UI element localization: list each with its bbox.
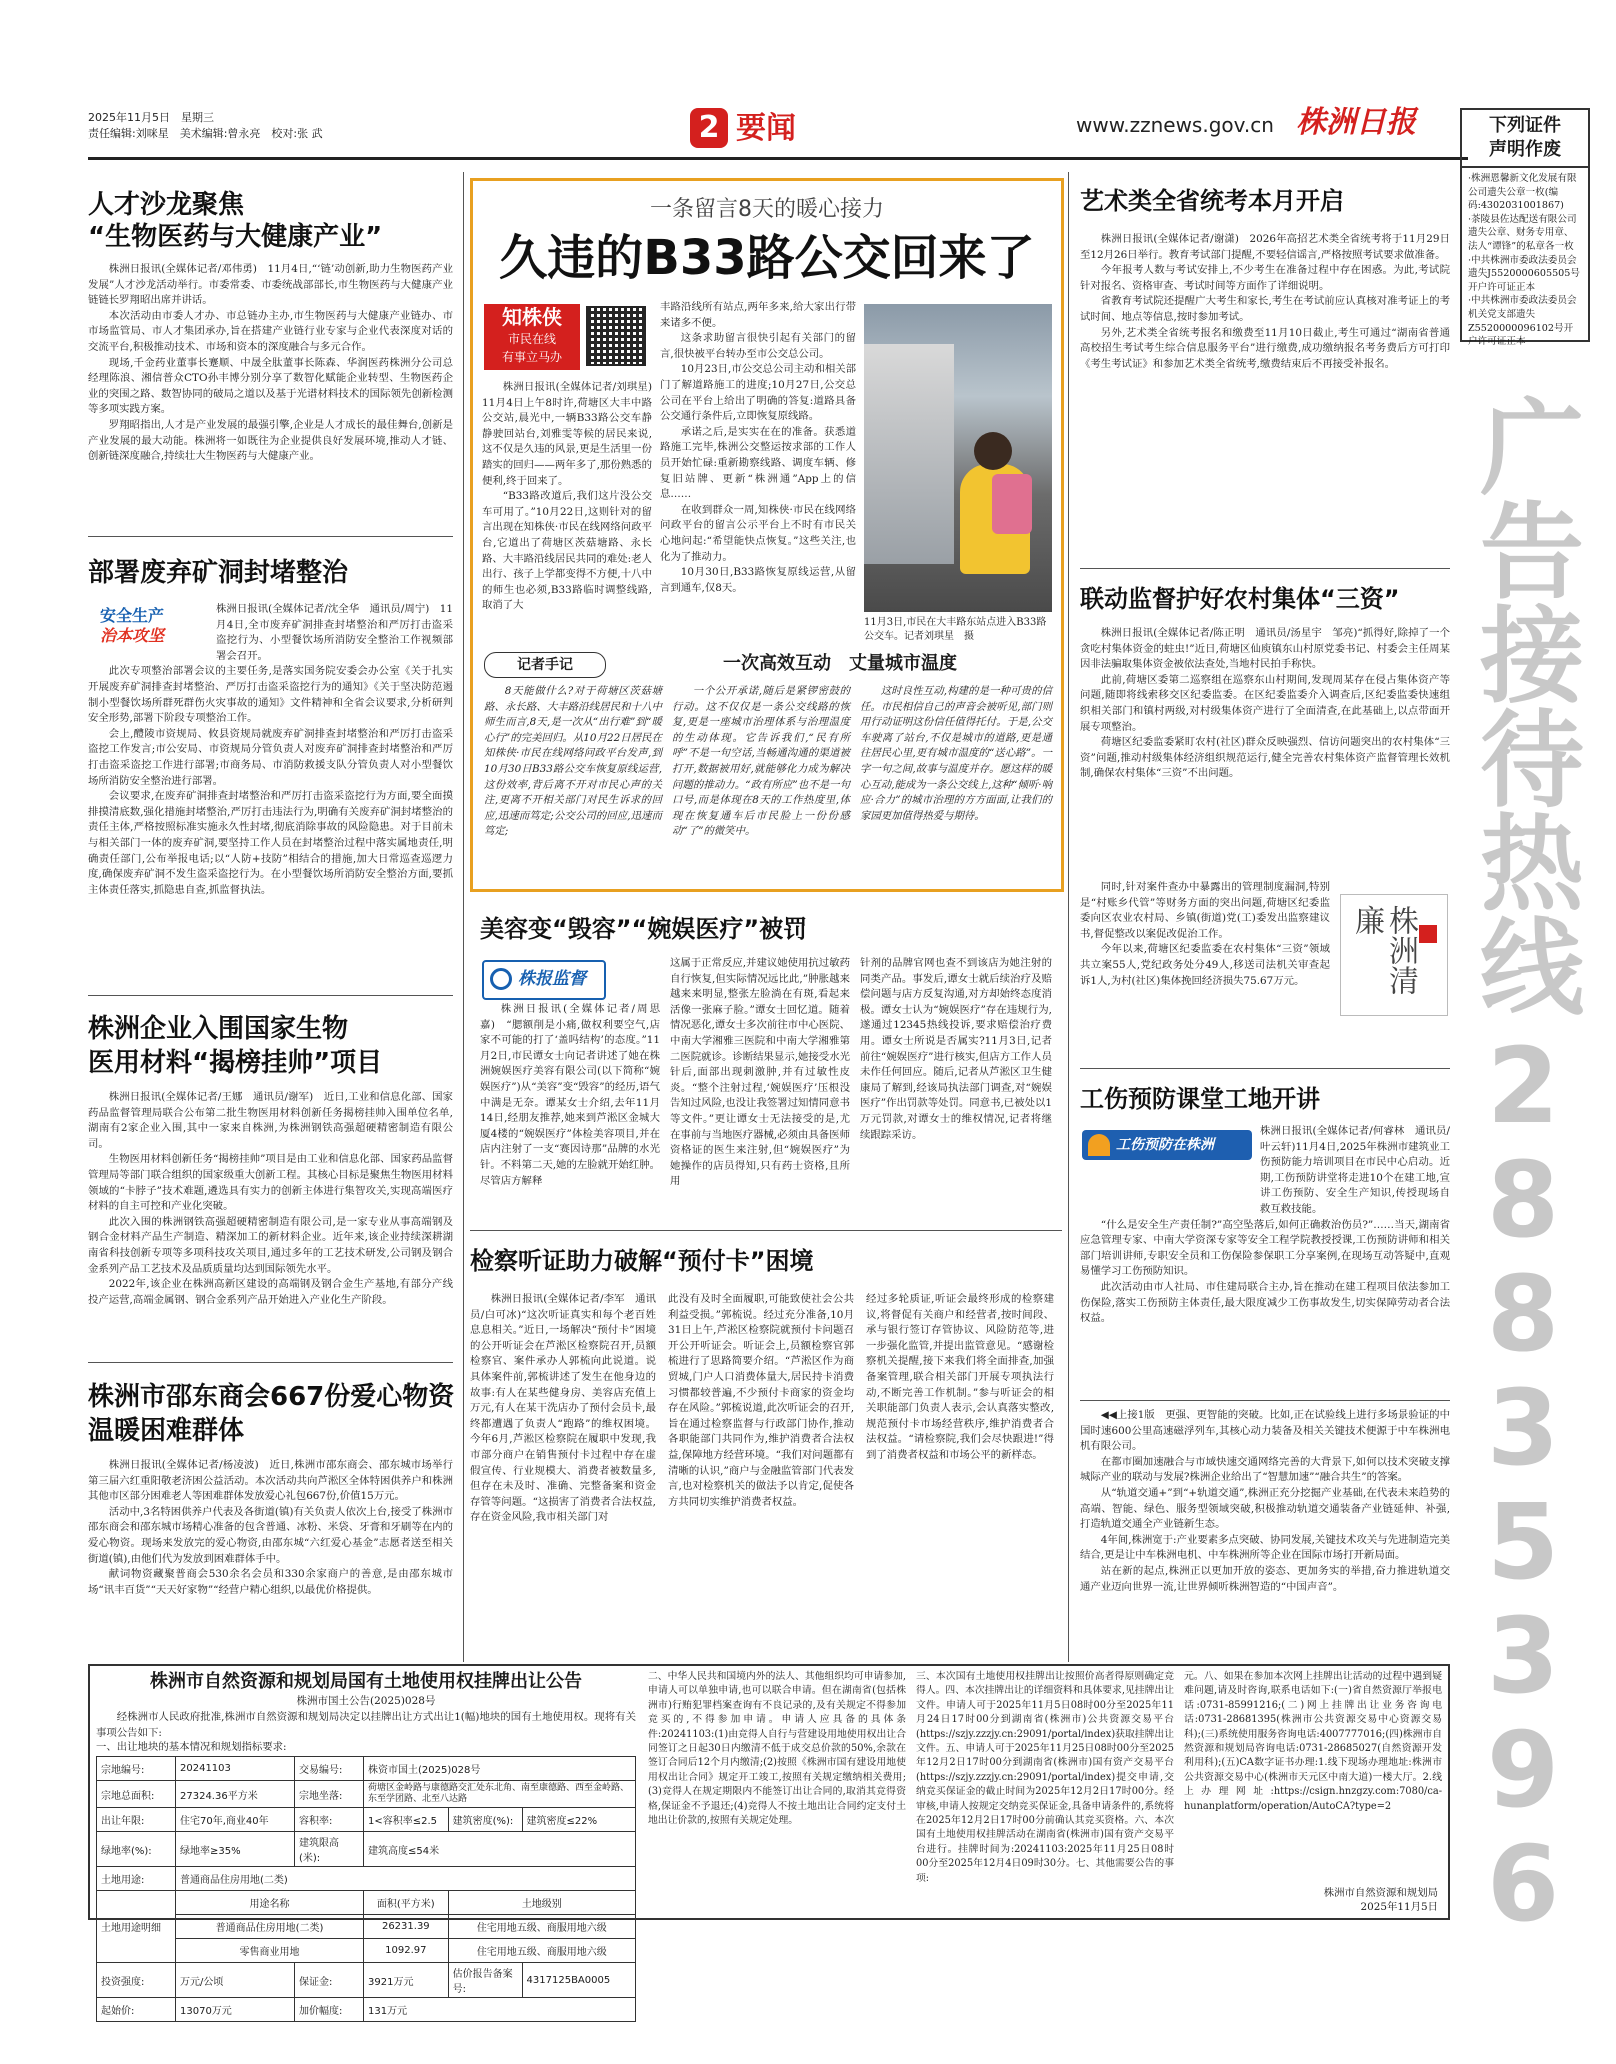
article-body-biomedical bbox=[88, 1090, 453, 1355]
beauty-col-3 bbox=[860, 956, 1052, 1220]
brand-line-3: 有事立马办 bbox=[501, 350, 562, 364]
paragraph: 株洲日报讯(全媒体记者/陈正明 通讯员/汤星宇 邹亮)“抓得好,除掉了一个贪吃村集体资金的蛀虫!”近日,荷塘区仙庾镇东山村原党委书记、村委会主任周某因非法骗取集体资金被依法查处,当地村民拍手称快。 bbox=[1080, 627, 1450, 671]
paragraph: 丰路沿线所有站点,两年多来,给大家出行带来诸多不便。 bbox=[660, 301, 856, 329]
table-cell: 26231.39 bbox=[364, 1915, 449, 1939]
void-notice-item: ·茶陵县佐达配送有限公司遗失公章、财务专用章、法人“谭锋”的私章各一枚 bbox=[1468, 213, 1577, 252]
website-link[interactable]: www.zznews.gov.cn bbox=[1076, 113, 1274, 137]
zhubao-supervision-badge bbox=[482, 960, 606, 1000]
table-row bbox=[97, 1867, 636, 1891]
paragraph: 一个公开承诺,随后是紧锣密鼓的行动。这不仅仅是一条公交线路的恢复,更是一座城市治理体系与治理温度的生动体现。它告诉我们,“民有所呼”不是一句空话,当畅通沟通的渠道被打开,数据被用好,就能够化力成为解决问题的推动力。“政有所应”也不是一句口号,而是体现在8天的工作热度里,体现在恢复通车后市民脸上一份份感动“了”的微笑中。 bbox=[672, 685, 850, 838]
paragraph: 此次专项整治部署会议的主要任务,是落实国务院安委会办公室《关于扎实开展废弃矿洞排查封堵整治、严厉打击盗采盗挖行为的通知》《关于坚决防范遏制小型餐饮场所群死群伤火灾事故的通知》文件精神和全省会议要求,分析研判安全形势,部署下阶段专项整治工作。 bbox=[88, 665, 453, 725]
table-cell: 保证金: bbox=[295, 1963, 364, 1998]
divider bbox=[88, 536, 453, 537]
table-cell: 估价报告备案号: bbox=[448, 1963, 522, 1998]
paragraph: 荷塘区纪委监委紧盯农村(社区)群众反映强烈、信访问题突出的农村集体“三资”问题,推动村级集体经济组织规范运行,健全完善农村集体资产监督管理长效机制,确保农村集体“三资”不出问题。 bbox=[1080, 736, 1450, 780]
feature-kicker: 一条留言8天的暖心接力 bbox=[650, 197, 884, 222]
ad-phone[interactable]: 28835396 bbox=[1462, 1025, 1584, 1937]
brand-line-2: 市民在线 bbox=[507, 332, 556, 346]
article-body-charity bbox=[88, 1458, 453, 1654]
paragraph: 罗翔昭指出,人才是产业发展的最强引擎,企业是人才成长的最佳舞台,创新是产业发展的最大动能。株洲将一如既往为企业提供良好发展环境,推动人才链、创新链深度融合,持续壮大生物医药与大健康产业。 bbox=[88, 418, 453, 463]
zhizhuxia-brand bbox=[484, 304, 580, 370]
table-cell: 宗地编号: bbox=[97, 1757, 176, 1781]
table-cell: 4317125BA0005 bbox=[522, 1963, 635, 1998]
paragraph: 经过多轮质证,听证会最终形成的检察建议,将督促有关商户和经营者,按时间段、承与银行签订存管协议、风险防范等,进一步强化监管,并提出监管意见。“感谢检察机关提醒,接下来我们将全面排查,加强备案管理,联合相关部门开展专项执法行动,不断完善工作机制。”参与听证会的相关职能部门负责人表示,会认真落实整改,规范预付卡市场经营秩序,维护消费者合法权益。“请检察院,我们会尽快跟进!”得到了消费者权益和市场公平的新样态。 bbox=[866, 1293, 1054, 1461]
table-row bbox=[97, 1998, 636, 2022]
table-cell: 投资强度: bbox=[97, 1963, 176, 1998]
notice-subtitle: 株洲市国土公告(2025)028号 bbox=[296, 1695, 436, 1707]
paragraph: 10月30日,B33路恢复原线运营,从留言到通车,仅8天。 bbox=[660, 566, 856, 594]
table-cell: 建筑密度≤22% bbox=[522, 1808, 635, 1832]
paragraph: 株洲日报讯(全媒体记者/何睿林 通讯员/叶云轩)11月4日,2025年株洲市建筑业工伤预防能力培训项目在市民中心启动。近期,工伤预防讲堂将走进10个在建工地,宣讲工伤预防、安全生产知识,传授现场自救互救技能。 bbox=[1260, 1125, 1450, 1215]
table-row bbox=[97, 1891, 636, 1915]
paragraph: 会议要求,在废弃矿洞排查封堵整治和严厉打击盗采盗挖行为方面,要全面摸排摸清底数,强化措施封堵整治,严厉打击违法行为,明确有关废弃矿洞封堵整治的责任主体,严格按照标准实施永久性封堵,彻底消除事故的风险隐患。对于目前未与相关部门一体的废弃矿洞,要坚持工作人员在封堵整治过程中落实属地责任,明确责任部门,公布举报电话;以“人防+技防”相结合的措施,加大日常巡查巡逻力度,确保废弃矿洞不发生盗采盗挖行为。在小型餐饮场所消防安全整治方面,要抓主体责任落实,抓隐患自查,抓监督执法。 bbox=[88, 790, 453, 896]
paragraph: 这时良性互动,构建的是一种可贵的信任。市民相信自己的声音会被听见,部门则用行动证明这份信任值得托付。于是,公交车驶离了站台,不仅是城市的道路,更是通往居民心里,更有城市温度的“送心路”。一字一句之间,故事与温度并存。愿这样的暖心互动,能成为一条公交线上,这种“倾听·响应·合力”的城市治理的方方面面,让我们的家园更加值得热爱与期待。 bbox=[860, 685, 1052, 822]
paragraph: 站在新的起点,株洲正以更加开放的姿态、更加务实的举措,奋力推进轨道交通产业迈向世界一流,让世界倾听株洲智造的“中国声音”。 bbox=[1080, 1564, 1450, 1593]
issue-date: 2025年11月5日 星期三 bbox=[88, 111, 214, 124]
safety-badge-line-1: 安全生产 bbox=[100, 606, 165, 625]
paragraph: 株洲日报讯(全媒体记者/杨凌波) 近日,株洲市邵东商会、邵东城市场举行第三届六红重阳敬老济困公益活动。本次活动共向芦淞区全体特困供养户和株洲其他市区部分困难老人等困难群体发放爱心礼包667份,价值15万元。 bbox=[88, 1459, 453, 1503]
notice-col-3 bbox=[916, 1670, 1174, 1914]
void-notice-item: ·中共株洲市委政法委员会机关党支部遗失Z5520000096102号开户许可证正本 bbox=[1468, 295, 1577, 348]
bus-photo-passenger-head bbox=[974, 432, 1012, 470]
paragraph: 元。八、如果在参加本次网上挂牌出让活动的过程中遇到疑难问题,请及时咨询,联系电话如下:(一)省自然资源厅举报电话:0731-85991216;(二)网上挂牌出让业务咨询电话:0731-28681395(株洲市公共资源交易中心资源交易科);(三)系统使用服务咨询电话:4007777016;(四)株洲市自然资源和规划局咨询电话:0731-28685027(自然资源开发利用科);(五)CA数字证书办理:1.线下现场办理地址:株洲市公共资源交易中心(株洲市天元区中南大道)一楼大厅。2.线上办理网址:https://csign.hnzgzy.com:7080/ca-hunanplatform/operation/AutoCA?type=2 bbox=[1184, 1671, 1442, 1812]
paragraph: 8天能做什么?对于荷塘区茨菇塘路、永长路、大丰路沿线居民和十八中师生而言,8天,是一次从“出行难”到“暖心行”的完美回归。从10月22日居民在知株侠·市民在线网络问政平台发声,到10月30日B33路公交车恢复原线运营,这份效率,背后离不开对市民心声的关注,更离不开相关部门对民生诉求的回应,迅速而笃定;公交公司的回应,迅速而笃定; bbox=[484, 685, 662, 838]
paragraph: 10月23日,市公交总公司主动和相关部门了解道路施工的进度;10月27日,公交总公司在平台上给出了明确的答复:道路具备公交通行条件后,立即恢复原线路。 bbox=[660, 363, 857, 423]
article-title-art-exam: 艺术类全省统考本月开启 bbox=[1080, 187, 1344, 215]
article-body-rural-assets bbox=[1080, 626, 1450, 880]
table-cell: 住宅用地五级、商服用地六级 bbox=[448, 1939, 635, 1963]
article-body-work-injury bbox=[1080, 1124, 1450, 1394]
masthead-logo: 株洲日报 bbox=[1296, 105, 1416, 140]
table-cell: 13070万元 bbox=[176, 1998, 295, 2022]
editor-credits: 责任编辑:刘咪星 美术编辑:曾永亮 校对:张 武 bbox=[88, 127, 323, 140]
table-cell: 普通商品住房用地(二类) bbox=[176, 1867, 636, 1891]
notice-col-2 bbox=[648, 1670, 906, 1914]
paragraph: 此前,荷塘区委第二巡察组在巡察东山村期间,发现周某存在侵占集体资产等问题,随即将线索移交区纪委监委。在区纪委监委介入调查后,区纪委监委快速组织相关部门和镇村两级,对村级集体资产进行了全面清查,在此基础上,以点带面开展专项整治。 bbox=[1080, 673, 1450, 733]
table-row bbox=[97, 1915, 636, 1939]
notice-title: 株洲市自然资源和规划局国有土地使用权挂牌出让公告 bbox=[150, 1671, 582, 1692]
article-title-prepaid-card: 检察听证助力破解“预付卡”困境 bbox=[470, 1247, 814, 1275]
notice-intro bbox=[96, 1710, 636, 1740]
beauty-col-2 bbox=[670, 956, 850, 1220]
page-number: 2 bbox=[698, 110, 720, 145]
table-cell: 3921万元 bbox=[364, 1963, 449, 1998]
page-number-badge bbox=[690, 108, 728, 148]
stamp-calligraphy: 株洲清廉 bbox=[1349, 905, 1418, 995]
paragraph: 献词物资藏聚普商会530余名会员和330余家商户的善意,是由邵东城市场“讯丰百货”“天天好家物”“经营户精心组织,以最优价格提供。 bbox=[88, 1568, 453, 1596]
table-row bbox=[97, 1939, 636, 1963]
commentary-col-1 bbox=[484, 684, 662, 880]
article-title-work-injury: 工伤预防课堂工地开讲 bbox=[1080, 1085, 1320, 1113]
void-notice-item: ·中共株洲市委政法委员会遗失J5520000605505号开户许可证正本 bbox=[1468, 254, 1580, 293]
clean-zhuzhou-stamp bbox=[1340, 894, 1448, 1016]
paragraph: 二、中华人民共和国境内外的法人、其他组织均可申请参加,申请人可以单独申请,也可以联合申请。但在湖南省(包括株洲市)行贿犯罪档案查询有不良记录的,及有关规定不得参加竞买的,不得参加申请。申请人应具备的具体条件:20241103:(1)由竞得人自行与营建设用地使用权出让合同签订之日起30日内缴清不低于成交总价款的50%,余款在签订合同后12个月内缴清;(2)按照《株洲市国有建设用地使用权出让合同》规定开工竣工,按照有关规定缴纳相关费用;(3)竞得人在规定期限内不能签订出让合同的,取消其竞得资格,保证金不予退还;(4)竞得人不按土地出让合同约定支付土地出让价款的,按照有关规定处理。 bbox=[648, 1671, 906, 1827]
bus-photo-bus bbox=[864, 344, 954, 564]
paragraph: 株洲日报讯(全媒体记者/沈全华 通讯员/周宁) 11月4日,全市废弃矿洞排查封堵整治和严厉打击盗采盗挖行为、小型餐饮场所消防安全整治工作视频部署会召开。 bbox=[216, 603, 453, 662]
paragraph: “B33路改道后,我们这片没公交车可用了。”10月22日,这则针对的留言出现在知株侠·市民在线网络问政平台,它道出了荷塘区茨菇塘路、永长路、大丰路沿线居民共同的难处:老人出行、孩子上学都变得不方便,十八中的师生也必须,B33路临时调整线路,取消了大 bbox=[482, 490, 652, 612]
commentary-tag: 记者手记 bbox=[484, 652, 606, 678]
table-cell: 1092.97 bbox=[364, 1939, 449, 1963]
table-cell: 绿地率≥35% bbox=[176, 1832, 295, 1867]
table-cell: 零售商业用地 bbox=[176, 1939, 364, 1963]
table-cell: 绿地率(%): bbox=[97, 1832, 176, 1867]
table-cell: 20241103 bbox=[176, 1757, 295, 1781]
table-cell: 普通商品住房用地(二类) bbox=[176, 1915, 364, 1939]
paragraph: 从“轨道交通+”到“+轨道交通”,株洲正充分挖掘产业基础,在代表未来趋势的高端、智能、绿色、服务型领域突破,积极推动轨道交通装备产业链延伸、补强,打造轨道交通全产业链新生态。 bbox=[1080, 1486, 1450, 1531]
notice-col-4 bbox=[1184, 1670, 1442, 1884]
prepaid-col-1 bbox=[470, 1292, 656, 1654]
paragraph: 此没有及时全面履职,可能致使社会公共利益受损。”郭梳说。经过充分准备,10月31日上午,芦淞区检察院就预付卡问题召开公开听证会。听证会上,员额检察官郭梳进行了思路简要介绍。“芦淞区作为商贸城,门户人口消费体量大,居民持卡消费习惯都较普遍,不少预付卡商家的资金均存在风险。”郭梳说道,此次听证会的召开,旨在通过检察监督与行政部门协作,推动各职能部门共同作为,维护消费者合法权益,保障地方经营环境。“我们对问题都有清晰的认识,”商户与金融监管部门代表发言,也对检察机关的做法予以肯定,促使各方共同切实维护消费者权益。 bbox=[668, 1293, 854, 1508]
seal-icon bbox=[1419, 925, 1437, 943]
paragraph: 株洲日报讯(全媒体记者/王娜 通讯员/谢军) 近日,工业和信息化部、国家药品监督管理局联合公布第二批生物医用材料创新任务揭榜挂帅入围单位名单,湖南有2家企业入围,其中一家来自株洲,为株洲钢铁高强超硬精密制造有限公司。 bbox=[88, 1091, 453, 1150]
paragraph: 株洲日报讯(全媒体记者/谢潇) 2026年高招艺术类全省统考将于11月29日至12月26日举行。教育考试部门提醒,不要轻信谣言,严格按照考试要求做准备。 bbox=[1080, 233, 1450, 261]
feature-col-1 bbox=[482, 380, 663, 646]
table-cell: 建筑高度≤54米 bbox=[364, 1832, 636, 1867]
divider bbox=[88, 995, 453, 996]
table-row bbox=[97, 1781, 636, 1808]
table-cell: 土地用途明细 bbox=[97, 1891, 176, 1963]
article-title-charity-1: 株洲市邵东商会667份爱心物资 bbox=[88, 1382, 455, 1412]
table-cell: 加价幅度: bbox=[295, 1998, 364, 2022]
void-notice-item: ·株洲恩馨新文化发展有限公司遗失公章一枚(编码:4302031001867) bbox=[1468, 173, 1577, 212]
column-rule bbox=[463, 172, 464, 1662]
land-parcel-table bbox=[96, 1756, 636, 2022]
paragraph: 2022年,该企业在株洲高新区建设的高端钢及钢合金生产基地,有部分产线投产运营,高端金属钢、钢合金系列产品开始进入产业化生产阶段。 bbox=[88, 1278, 453, 1306]
paragraph: 株洲日报讯(全媒体记者/李军 通讯员/白可冰)“这次听证真实和每个老百姓息息相关。”近日,一场解决“预付卡”困境的公开听证会在芦淞区检察院召开,员额检察官、案件承办人郭梳向此说道。说具体案件前,郭梳讲述了发生在他身边的故事:有人在某些健身房、美容店充值上万元,有人在某干洗店办了预付会员卡,最终都遭遇了负责人“跑路”的维权困境。今年6月,芦淞区检察院在履职中发现,我市部分商户在销售预付卡过程中存在虚假宣传、行业规模大、消费者被数量多,但存在未及时、准确、完整备案和资金存管等问题。“这损害了消费者合法权益,存在资金风险,我市相关部门对 bbox=[470, 1293, 656, 1524]
paragraph: 株洲日报讯(全媒体记者/邓伟勇) 11月4日,“‘链’动创新,助力生物医药产业发展”人才沙龙活动举行。市委常委、市委统战部部长,市生物医药与大健康产业链链长罗翔昭出席并讲话。 bbox=[88, 263, 453, 307]
table-cell: 住宅用地五级、商服用地六级 bbox=[448, 1915, 635, 1939]
table-cell: 株资市国土(2025)028号 bbox=[364, 1757, 636, 1781]
article-title-biomedical-1: 株洲企业入围国家生物 bbox=[88, 1014, 349, 1044]
article-body-rural-assets-cont bbox=[1080, 880, 1330, 1062]
feature-title: 久违的B33路公交回来了 bbox=[499, 230, 1035, 286]
beauty-col-1 bbox=[480, 1002, 660, 1220]
table-cell: 容积率: bbox=[295, 1808, 364, 1832]
paragraph: 在都市圈加速融合与市域快速交通网络完善的大背景下,如何以技术突破支撑城际产业的联动与发展?株洲企业给出了“智慧加速”“融合共生”的答案。 bbox=[1080, 1455, 1450, 1484]
article-body-rail-continued bbox=[1080, 1408, 1450, 1656]
article-title-mine-sealing: 部署废弃矿洞封堵整治 bbox=[88, 558, 349, 588]
paragraph: 在收到群众一周,知株侠·市民在线网络问政平台的留言公示平台上不时有市民关心地问起:“希望能快点恢复。”这些关注,也化为了推动力。 bbox=[660, 503, 856, 563]
paragraph: 此次活动由市人社局、市住建局联合主办,旨在推动在建工程项目依法参加工伤保险,落实工伤预防主体责任,最大限度减少工伤事故发生,切实保障劳动者合法权益。 bbox=[1080, 1280, 1450, 1325]
feature-col-2 bbox=[660, 300, 856, 646]
divider bbox=[88, 1362, 453, 1363]
table-row bbox=[97, 1808, 636, 1832]
table-cell: 土地级别 bbox=[448, 1891, 635, 1915]
prepaid-col-3 bbox=[866, 1292, 1054, 1654]
safety-badge-line-2: 治本攻坚 bbox=[100, 626, 165, 645]
ad-slogan: 广告接待热线 bbox=[1462, 393, 1584, 1017]
paragraph: 现场,千金药业董事长蹇顺、中晟全肽董事长陈森、华润医药株洲分公司总经理陈浪、湘信普众CTO孙丰博分别分享了数智化赋能企业转型、生物医药企业的突围之路、数智协同的破局之道以及基于光谱材料技术的国际领先创新检测等多项实践方案。 bbox=[88, 356, 453, 416]
paragraph: 今年以来,荷塘区纪委监委在农村集体“三资”领域共立案55人,党纪政务处分49人,移送司法机关审查起诉1人,为村(社区)集体挽回经济损失75.67万元。 bbox=[1080, 943, 1330, 987]
paragraph: 省教育考试院还提醒广大考生和家长,考生在考试前应认真核对准考证上的考试时间、地点等信息,按时参加考试。 bbox=[1080, 295, 1450, 323]
ad-column bbox=[1460, 345, 1586, 1937]
commentary-col-2 bbox=[672, 684, 850, 880]
column-rule bbox=[1068, 172, 1069, 1662]
paragraph: 经株洲市人民政府批准,株洲市自然资源和规划局决定以挂牌出让方式出让1(幅)地块的国有土地使用权。现将有关事项公告如下: bbox=[96, 1711, 636, 1739]
table-cell: 27324.36平方米 bbox=[176, 1781, 295, 1808]
bus-photo-caption: 11月3日,市民在大丰路东站点进入B33路公交车。记者刘琪星 摄 bbox=[864, 617, 1047, 642]
table-row bbox=[97, 1963, 636, 1998]
paragraph: 今年报考人数与考试安排上,不少考生在准备过程中存在困惑。为此,考试院针对报名、资格审查、考试时间等方面作了详细说明。 bbox=[1080, 264, 1450, 292]
bus-photo bbox=[864, 304, 1052, 612]
paragraph: 4年间,株洲宽于:产业要素多点突破、协同发展,关键技术攻关与先进制造完美结合,更是让中车株洲电机、中车株洲所等企业在国际市场打开新局面。 bbox=[1080, 1533, 1451, 1562]
commentary-col-3 bbox=[860, 684, 1052, 880]
paragraph: 株洲日报讯(全媒体记者/刘琪星) 11月4日上午8时许,荷塘区大丰中路公交站,晨光中,一辆B33路公交车静静驶回站台,刘雅雯等候的居民来说,这不仅是久违的风景,更是生活里一份踏实的回归——两年多了,那份熟悉的便利,终于回来了。 bbox=[482, 381, 663, 487]
table-cell: 宗地坐落: bbox=[295, 1781, 364, 1808]
paragraph: 这属于正常反应,并建议她使用抗过敏药自行恢复,但实际情况远比此,”肿胀越来越来来明显,整张左脸淌在有斑,看起来活像一张麻子脸。”谭女士回忆道。随着情况恶化,谭女士多次前往市中心医院、中南大学湘雅三医院和中南大学湘雅第二医院就诊。诊断结果显示,她接受水光针后,面部出现刺激肿,并有过敏性皮炎。“整个注射过程,‘婉娱医疗’压根没告知过风险,也没让我签署过知情同意书等文件。”更让谭女士无法接受的是,尤在事前与当地医疗器械,必须由具备医师资格证的医生来注射,但“婉娱医疗”为她操作的店员得知,只有药士资格,且所用 bbox=[670, 957, 850, 1188]
paragraph: 生物医用材料创新任务“揭榜挂帅”项目是由工业和信息化部、国家药品监督管理局等部门联合组织的国家级重大创新工程。其核心目标是聚焦生物医用材料领域的“卡脖子”技术难题,遴选具有实力的创新主体进行集智攻关,实现高端医疗材料的自主可控和产业化突破。 bbox=[88, 1153, 453, 1213]
article-title-talent-salon-1: 人才沙龙聚焦 bbox=[88, 190, 245, 220]
paragraph: ◀◀上接1版 更强、更智能的突破。比如,正在试验线上进行多场景验证的中国时速600公里高速磁浮列车,其核心动力装备及相关关键技术便源于中车株洲电机有限公司。 bbox=[1080, 1409, 1450, 1453]
table-cell: 建筑密度(%): bbox=[448, 1808, 522, 1832]
table-row bbox=[97, 1832, 636, 1867]
table-cell: 宗地总面积: bbox=[97, 1781, 176, 1808]
notice-date: 2025年11月5日 bbox=[1360, 1901, 1438, 1913]
notice-signature: 株洲市自然资源和规划局 bbox=[1323, 1887, 1438, 1899]
supervision-badge-label: 株报监督 bbox=[518, 969, 586, 989]
article-title-charity-2: 温暖困难群体 bbox=[88, 1416, 245, 1446]
article-body-art-exam bbox=[1080, 232, 1450, 564]
void-notice-title-2: 声明作废 bbox=[1462, 138, 1588, 168]
table-cell: 起始价: bbox=[97, 1998, 176, 2022]
table-cell: 出让年限: bbox=[97, 1808, 176, 1832]
article-title-rural-assets: 联动监督护好农村集体“三资” bbox=[1080, 585, 1400, 613]
table-cell: 用途名称 bbox=[176, 1891, 364, 1915]
table-row bbox=[97, 1757, 636, 1781]
divider bbox=[1080, 1400, 1450, 1401]
section-name: 要闻 bbox=[736, 111, 796, 146]
bus-photo-bag bbox=[992, 474, 1032, 534]
paragraph: 活动中,3名特困供养户代表及各街道(镇)有关负责人依次上台,接受了株洲市邵东商会和邵东城市场精心准备的包含普通、冰粉、米袋、牙膏和牙刷等在内的爱心物资。现场来发放完的爱心物资,由邵东城“六红爱心基金”志愿者送至相关街道(镇),由他们代为发放到困难群体手中。 bbox=[88, 1505, 453, 1565]
table-cell: 荷塘区金岭路与康德路交汇处东北角、南至康德路、西至金岭路、东至学团路、北至八达路 bbox=[364, 1781, 636, 1808]
table-cell: 建筑限高(米): bbox=[295, 1832, 364, 1867]
divider bbox=[470, 1230, 1062, 1231]
paragraph: 此次入围的株洲钢铁高强超硬精密制造有限公司,是一家专业从事高端钢及钢合金材料产品生产制造、精深加工的新材料企业。近年来,该企业持续深耕湖南省科技创新专项等多项科技攻关项目,通过多年的工艺技术研发,公司钢及钢合金系列产品工艺技术及品质质量均达到国际领先水平。 bbox=[88, 1215, 453, 1275]
void-notice-title-1: 下列证件 bbox=[1489, 115, 1561, 136]
paragraph: 同时,针对案件查办中暴露出的管理制度漏洞,特别是“村账乡代管”等财务方面的突出问题,荷塘区纪委监委向区农业农村局、乡镇(街道)党(工)委发出监察建议书,督促整改以案促改促治工作。 bbox=[1080, 881, 1330, 940]
header-rule bbox=[88, 157, 1468, 160]
paragraph: 三、本次国有土地使用权挂牌出让按照价高者得原则确定竞得人。四、本次挂牌出让的详细资料和具体要求,见挂牌出让文件。申请人可于2025年11月5日08时00分至2025年11月24日17时00分到湖南省(株洲市)公共资源交易平台(https://szjy.zzzjy.cn:29091/portal/index)获取挂牌出让文件。五、申请人可于2025年11月25日08时00分至2025年12月2日17时00分到湖南省(株洲市)国有资产交易平台(https://szjy.zzzjy.cn:29091/portal/index)提交申请,交纳竞买保证金的截止时间为2025年12月2日17时00分。经审核,申请人按规定交纳竞买保证金,具备申请条件的,系统将在2025年12月2日17时00分前确认其竞买资格。六、本次国有土地使用权挂牌活动在湖南省(株洲市)国有资产交易平台进行。挂牌时间为:20241103:2025年11月25日08时00分至2025年12月4日09时30分。七、其他需要公告的事项: bbox=[916, 1671, 1174, 1884]
qr-code-icon[interactable] bbox=[586, 306, 646, 366]
notice-section-1: 一、出让地块的基本情况和规划指标要求: bbox=[96, 1741, 287, 1753]
divider bbox=[1080, 568, 1450, 569]
table-cell: 土地用途: bbox=[97, 1867, 176, 1891]
paragraph: 株洲日报讯(全媒体记者/周思嘉) “腮额削是小痛,做权利要空气,店家不可能的打了‘盖吗结构’的态度。”11月2日,市民谭女士向记者讲述了她在株洲婉娱医疗美容有限公司(以下简称“婉娱医疗”)从“美容”变“毁容”的经历,语气中满是无奈。谭某女士介绍,去年11月14日,经朋友推荐,她来到芦淞区金城大厦4楼的“婉娱医疗”体检美容项目,并在店内注射了一支“赛因诗那”品牌的水光针。不料第二天,她的左脸就开始红肿。尽管店方解释 bbox=[480, 1003, 660, 1187]
table-cell: 万元/公顷 bbox=[176, 1963, 295, 1998]
table-cell: 131万元 bbox=[364, 1998, 636, 2022]
article-title-talent-salon-2: “生物医药与大健康产业” bbox=[88, 222, 383, 252]
table-cell: 住宅70年,商业40年 bbox=[176, 1808, 295, 1832]
article-title-biomedical-2: 医用材料“揭榜挂帅”项目 bbox=[88, 1048, 383, 1078]
article-body-mine-sealing bbox=[88, 602, 453, 987]
void-notice-box bbox=[1460, 108, 1590, 348]
paragraph: 会上,醴陵市资规局、攸县资规局就废弃矿洞排查封堵整治和严厉打击盗采盗挖工作发言;市公安局、市资规局分管负责人对废弃矿洞排查封堵整治和严厉打击盗采盗挖工作进行部署;市商务局、市消防救援支队分管负责人对小型餐饮场所消防安全整治进行部署。 bbox=[88, 727, 453, 787]
table-cell: 1<容积率≤2.5 bbox=[364, 1808, 449, 1832]
commentary-title: 一次高效互动 丈量城市温度 bbox=[723, 653, 957, 674]
table-cell: 交易编号: bbox=[295, 1757, 364, 1781]
article-body-talent-salon bbox=[88, 262, 453, 526]
paragraph: 这条求助留言很快引起有关部门的留言,很快被平台转办至市公交总公司。 bbox=[660, 332, 856, 360]
prepaid-col-2 bbox=[668, 1292, 854, 1654]
eye-icon bbox=[490, 968, 512, 990]
table-cell: 面积(平方米) bbox=[364, 1891, 449, 1915]
paragraph: 针剂的品牌官网也查不到该店为她注射的同类产品。事发后,谭女士就后续治疗及赔偿问题与店方反复沟通,对方却始终态度消极。谭女士认为“婉娱医疗”存在违规行为,遂通过12345热线投诉,要求赔偿治疗费用。谭女士所说是否属实?11月3日,记者前往“婉娱医疗”进行核实,但店方工作人员未作任何回应。随后,记者从芦淞区卫生健康局了解到,经该局执法部门调查,对“婉娱医疗”作出罚款等处罚。同意书,已被处以1万元罚款,对谭女士的维权情况,记者将继续跟踪采访。 bbox=[860, 957, 1052, 1141]
divider bbox=[1080, 1068, 1450, 1069]
brand-line-1: 知株侠 bbox=[502, 305, 562, 329]
paragraph: 承诺之后,是实实在在的准备。获悉道路施工完毕,株洲公交整运按求部的工作人员开始忙碌:重新勘察线路、调度车辆、修复旧站牌、更新“株洲通”App上的信息…… bbox=[660, 425, 856, 501]
work-injury-badge-label: 工伤预防在株洲 bbox=[1116, 1137, 1214, 1153]
paragraph: 本次活动由市委人才办、市总链办主办,市生物医药与大健康产业链办、市市场监管局、市人才集团承办,旨在搭建产业链行业专家与企业代表深度对话的交流平台,积极推动技术、市场和资本的深度融合与多元合作。 bbox=[88, 309, 453, 353]
paragraph: 另外,艺术类全省统考报名和缴费至11月10日截止,考生可通过“湖南省普通高校招生考试考生综合信息服务平台”进行缴费,成功缴纳报名考务费后方可打印《考生考试证》和参加艺术类全省统考,缴费结束后不再接受补报名。 bbox=[1080, 326, 1450, 370]
article-title-beauty: 美容变“毁容”“婉娱医疗”被罚 bbox=[480, 915, 808, 943]
paragraph: “什么是安全生产责任制?”高空坠落后,如何正确救治伤员?”……当天,湖南省应急管理专家、中南大学资深专家等安全工程学院教授授课,工伤预防讲师和相关部门培训讲师,专职安全员和工伤保险参保职工分享案例,在现场互动答疑中,直观易懂学习工伤预防知识。 bbox=[1080, 1218, 1450, 1278]
